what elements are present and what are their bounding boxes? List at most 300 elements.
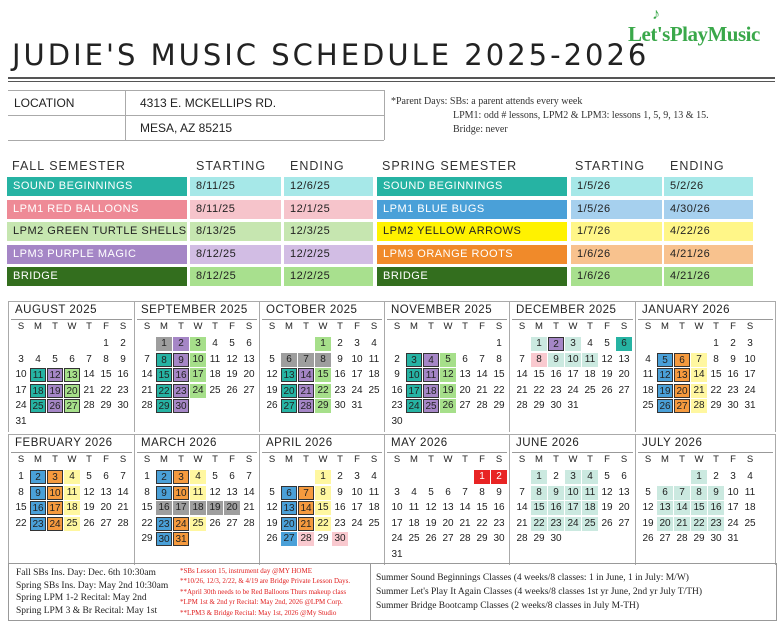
calendar-day: 1 (315, 470, 331, 484)
calendar-day: 11 (368, 353, 380, 365)
calendar-day: 3 (18, 353, 24, 365)
footer-divider (370, 563, 371, 621)
weekday-label: S (644, 454, 652, 465)
calendar-day: 18 (584, 369, 596, 380)
calendar-day: 26 (266, 400, 278, 411)
weekday-label: W (443, 321, 453, 332)
calendar-day: 25 (30, 399, 46, 413)
calendar-day: 28 (459, 533, 471, 544)
weekday-label: S (245, 321, 253, 332)
spring-class-name: SOUND BEGINNINGS (377, 177, 567, 196)
calendar-day: 28 (676, 533, 688, 544)
calendar-day: 22 (476, 517, 488, 529)
fall-end-date: 12/2/25 (284, 245, 373, 264)
calendar-day: 13 (281, 368, 297, 382)
calendar-day: 18 (423, 384, 439, 398)
spring-end-date: 5/2/26 (664, 177, 753, 196)
month-name: OCTOBER 2025 (266, 304, 358, 316)
calendar-day: 29 (533, 533, 545, 544)
weekday-label: F (354, 454, 360, 465)
calendar-day: 7 (519, 486, 525, 498)
calendar-day: 5 (229, 338, 235, 349)
month-name: DECEMBER 2025 (516, 304, 617, 316)
calendar-day: 30 (710, 533, 722, 544)
calendar-day: 20 (618, 369, 630, 380)
calendar-day: 4 (423, 353, 439, 367)
calendar-day: 27 (281, 532, 297, 546)
calendar-day: 15 (315, 501, 331, 515)
calendar-day: 21 (476, 384, 488, 396)
calendar-day: 18 (408, 517, 420, 529)
calendar-day: 21 (83, 384, 95, 396)
calendar-day: 19 (266, 517, 278, 529)
calendar-day: 24 (173, 517, 189, 531)
calendar-day: 17 (727, 502, 739, 513)
calendar-day: 10 (744, 353, 756, 365)
weekday-label: S (495, 454, 503, 465)
calendar-day: 12 (440, 368, 456, 382)
calendar-day: 13 (618, 353, 630, 365)
fall-class-name: LPM1 RED BALLOONS (7, 200, 187, 219)
summer-bridge: Summer Bridge Bootcamp Classes (2 weeks/8 classes in July M-TH) (376, 601, 640, 611)
calendar-day: 18 (209, 369, 221, 380)
calendar-day: 16 (173, 368, 189, 382)
month-july-2026 (635, 434, 776, 565)
calendar-day: 22 (315, 384, 331, 398)
weekday-label: T (713, 454, 719, 465)
weekday-label: W (568, 321, 578, 332)
calendar-day: 19 (83, 502, 95, 513)
weekday-label: T (212, 321, 218, 332)
calendar-day: 21 (141, 384, 153, 396)
weekday-label: W (694, 454, 704, 465)
calendar-day: 3 (354, 338, 360, 349)
calendar-day: 25 (209, 384, 221, 396)
calendar-day: 19 (440, 384, 456, 398)
calendar-day: 31 (391, 548, 403, 560)
calendar-day: 28 (298, 399, 314, 413)
spring-end-date: 4/22/26 (664, 222, 753, 241)
calendar-day: 12 (209, 486, 221, 498)
calendar-day: 17 (351, 369, 363, 380)
calendar-day: 15 (691, 501, 707, 515)
calendar-day: 26 (657, 399, 673, 413)
calendar-day: 24 (391, 533, 403, 544)
fall-end-date: 12/2/25 (284, 267, 373, 286)
calendar-day: 10 (727, 486, 739, 498)
calendar-day: 7 (120, 471, 126, 482)
calendar-day: 24 (47, 517, 63, 531)
calendar-day: 21 (691, 384, 707, 398)
weekday-label: S (17, 321, 25, 332)
calendar-day: 15 (15, 502, 27, 513)
month-name: JANUARY 2026 (642, 304, 731, 316)
calendar-day: 8 (18, 486, 24, 498)
calendar-day: 21 (459, 517, 471, 529)
calendar-day: 25 (64, 517, 80, 531)
weekday-label: W (318, 321, 328, 332)
calendar-day: 1 (18, 471, 24, 482)
calendar-day: 3 (173, 470, 189, 484)
calendar-day: 6 (229, 471, 235, 482)
calendar-day: 16 (156, 501, 172, 515)
footer-note-1: *SBs Lesson 15, instrument day @MY HOME (180, 567, 312, 575)
calendar-day: 31 (15, 415, 27, 427)
calendar-day: 28 (516, 400, 528, 411)
calendar-day: 26 (83, 517, 95, 529)
calendar-day: 6 (657, 486, 673, 500)
calendar-day: 2 (553, 471, 559, 482)
calendar-day: 17 (190, 368, 206, 382)
footer-left-4: Spring LPM 3 & Br Recital: May 1st (16, 605, 158, 616)
calendar-day: 28 (141, 400, 153, 411)
calendar-day: 11 (582, 486, 598, 500)
calendar-day: 14 (459, 502, 471, 513)
calendar-day: 3 (354, 471, 360, 482)
weekday-label: T (679, 321, 685, 332)
calendar-day: 28 (691, 399, 707, 413)
calendar-day: 6 (69, 353, 75, 365)
weekday-label: T (86, 321, 92, 332)
calendar-day: 5 (52, 353, 58, 365)
calendar-day: 14 (691, 368, 707, 382)
music-note-icon: ♪ (652, 6, 660, 23)
calendar-day: 28 (83, 400, 95, 411)
calendar-day: 7 (674, 486, 690, 500)
calendar-day: 13 (226, 486, 238, 498)
calendar-day: 8 (713, 353, 719, 365)
calendar-day: 17 (565, 501, 581, 515)
calendar-day: 27 (100, 517, 112, 529)
calendar-day: 1 (713, 338, 719, 349)
calendar-day: 29 (693, 533, 705, 544)
spring-start-date: 1/5/26 (571, 177, 662, 196)
calendar-day: 13 (281, 501, 297, 515)
calendar-day: 23 (30, 517, 46, 531)
calendar-day: 4 (645, 353, 651, 365)
calendar-day: 7 (144, 353, 150, 365)
month-march-2026 (134, 434, 260, 565)
calendar-day: 19 (601, 369, 613, 380)
calendar-day: 16 (334, 502, 346, 513)
calendar-day: 5 (86, 471, 92, 482)
calendar-day: 14 (476, 369, 488, 380)
calendar-day: 18 (30, 384, 46, 398)
weekday-label: F (479, 454, 485, 465)
summer-lpia: Summer Let's Play It Again Classes (4 weeks/8 classes 1st yr June, 2nd yr July T/TH) (376, 587, 703, 597)
weekday-label: M (410, 454, 418, 465)
logo-text: Let'sPlayMusic (628, 22, 760, 46)
month-name: MAY 2026 (391, 437, 448, 449)
calendar-day: 20 (243, 369, 255, 380)
calendar-day: 18 (744, 502, 756, 513)
fall-class-name: LPM3 PURPLE MAGIC (7, 245, 187, 264)
month-name: JULY 2026 (642, 437, 703, 449)
calendar-day: 4 (747, 471, 753, 482)
spring-class-name: BRIDGE (377, 267, 567, 286)
calendar-day: 2 (548, 337, 564, 351)
month-april-2026 (259, 434, 385, 565)
month-header-rule (512, 319, 633, 320)
month-header-rule (638, 452, 773, 453)
parent-days-note (391, 95, 709, 137)
weekday-label: T (462, 454, 468, 465)
calendar-day: 26 (47, 399, 63, 413)
fall-class-name: SOUND BEGINNINGS (7, 177, 187, 196)
calendar-day: 16 (391, 384, 403, 396)
calendar-day: 30 (391, 415, 403, 427)
calendar-day: 30 (173, 399, 189, 413)
footer-left (16, 567, 168, 617)
fall-start-header: STARTING (196, 159, 267, 173)
weekday-label: T (303, 454, 309, 465)
calendar-day: 21 (674, 517, 690, 531)
calendar-day: 9 (708, 486, 724, 500)
calendar-day: 20 (674, 384, 690, 398)
calendar-day: 7 (298, 353, 314, 367)
calendar-day: 7 (479, 353, 485, 365)
weekday-label: F (730, 454, 736, 465)
calendar-day: 24 (744, 384, 756, 396)
spring-class-name: LPM1 BLUE BUGS (377, 200, 567, 219)
calendar-day: 11 (744, 486, 756, 498)
fall-end-date: 12/3/25 (284, 222, 373, 241)
spring-header: SPRING SEMESTER (382, 159, 518, 173)
weekday-label: S (393, 454, 401, 465)
weekday-label: F (730, 321, 736, 332)
month-name: FEBRUARY 2026 (15, 437, 113, 449)
calendar-day: 3 (565, 470, 581, 484)
weekday-label: W (193, 321, 203, 332)
calendar-day: 20 (618, 502, 630, 513)
calendar-day: 25 (423, 399, 439, 413)
footer-summer (376, 571, 702, 613)
calendar-day: 6 (674, 353, 690, 367)
calendar-day: 11 (190, 486, 206, 500)
weekday-label: T (428, 454, 434, 465)
calendar-day: 24 (351, 517, 363, 529)
summer-sb: Summer Sound Beginnings Classes (4 weeks/8 classes: 1 in June, 1 in July: M/W) (376, 573, 689, 583)
calendar-day: 14 (117, 486, 129, 498)
footer-left-1: Fall SBs Ins. Day: Dec. 6th 10:30am (16, 568, 156, 578)
calendar-day: 30 (117, 400, 129, 411)
calendar-day: 25 (642, 400, 654, 411)
calendar-day: 1 (474, 470, 490, 484)
spring-start-date: 1/6/26 (571, 245, 662, 264)
month-header-rule (262, 319, 382, 320)
calendar-day: 7 (86, 353, 92, 365)
spring-start-date: 1/5/26 (571, 200, 662, 219)
weekday-label: F (103, 321, 109, 332)
calendar-day: 10 (351, 353, 363, 365)
calendar-day: 7 (298, 486, 314, 500)
calendar-day: 3 (394, 486, 400, 498)
month-header-rule (11, 452, 132, 453)
weekday-label: F (604, 454, 610, 465)
calendar-day: 15 (156, 368, 172, 382)
calendar-day: 4 (212, 338, 218, 349)
calendar-day: 25 (744, 517, 756, 529)
month-october-2025 (259, 301, 385, 432)
weekday-label: S (119, 321, 127, 332)
calendar-day: 10 (190, 353, 206, 367)
calendar-day: 8 (144, 486, 150, 498)
calendar-day: 22 (493, 384, 505, 396)
calendar-day: 5 (657, 353, 673, 367)
weekday-label: M (661, 454, 669, 465)
calendar-day: 13 (100, 486, 112, 498)
calendar-day: 15 (710, 369, 722, 380)
calendar-day: 2 (337, 471, 343, 482)
calendar-day: 23 (493, 517, 505, 529)
calendar-day: 13 (459, 369, 471, 380)
spring-end-header: ENDING (670, 159, 725, 173)
calendar-day: 21 (117, 502, 129, 513)
fall-start-date: 8/11/25 (190, 177, 281, 196)
calendar-day: 24 (567, 384, 579, 396)
calendar-day: 13 (657, 501, 673, 515)
calendar-day: 15 (100, 369, 112, 380)
weekday-label: W (318, 454, 328, 465)
location-box (8, 90, 384, 140)
calendar-day: 10 (565, 353, 581, 367)
calendar-day: 3 (730, 471, 736, 482)
calendar-day: 26 (601, 517, 613, 529)
location-line1: 4313 E. MCKELLIPS RD. (140, 96, 277, 110)
calendar-day: 27 (64, 399, 80, 413)
calendar-day: 5 (604, 338, 610, 349)
calendar-day: 14 (298, 368, 314, 382)
calendar-day: 12 (601, 486, 613, 498)
calendar-day: 10 (15, 369, 27, 380)
calendar-day: 30 (332, 532, 348, 546)
weekday-label: T (212, 454, 218, 465)
weekday-label: S (143, 321, 151, 332)
calendar-day: 30 (493, 533, 505, 544)
calendar-day: 10 (565, 486, 581, 500)
calendar-day: 7 (462, 486, 468, 498)
weekday-label: T (679, 454, 685, 465)
calendar-day: 18 (64, 501, 80, 515)
calendar-day: 15 (531, 501, 547, 515)
parent-days-line2: LPM1: odd # lessons, LPM2 & LPM3: lessons 1, 5, 9, 13 & 15. (453, 110, 709, 121)
calendar-day: 11 (423, 368, 439, 382)
calendar-day: 28 (243, 517, 255, 529)
calendar-day: 14 (516, 369, 528, 380)
calendar-day: 10 (391, 502, 403, 513)
weekday-label: S (143, 454, 151, 465)
weekday-label: S (393, 321, 401, 332)
weekday-label: M (285, 321, 293, 332)
calendar-day: 12 (83, 486, 95, 498)
calendar-day: 18 (368, 369, 380, 380)
calendar-day: 21 (516, 517, 528, 529)
weekday-label: T (86, 454, 92, 465)
calendar-day: 2 (156, 470, 172, 484)
calendar-day: 3 (47, 470, 63, 484)
fall-end-date: 12/6/25 (284, 177, 373, 196)
calendar-day: 10 (351, 486, 363, 498)
calendar-day: 20 (64, 384, 80, 398)
calendar-day: 23 (550, 384, 562, 396)
calendar-day: 10 (47, 486, 63, 500)
calendar-day: 22 (315, 517, 331, 531)
calendar-day: 22 (141, 517, 153, 529)
calendar-day: 4 (411, 486, 417, 498)
calendar-day: 30 (550, 400, 562, 411)
calendar-day: 6 (462, 353, 468, 365)
calendar-day: 29 (156, 399, 172, 413)
weekday-label: M (535, 454, 543, 465)
calendar-day: 23 (727, 384, 739, 396)
month-august-2025 (8, 301, 135, 432)
calendar-day: 3 (565, 337, 581, 351)
calendar-day: 12 (601, 353, 613, 365)
calendar-day: 4 (64, 470, 80, 484)
calendar-day: 29 (710, 400, 722, 411)
weekday-label: T (178, 454, 184, 465)
calendar-day: 25 (368, 384, 380, 396)
calendar-day: 26 (425, 533, 437, 544)
calendar-day: 16 (117, 369, 129, 380)
calendar-day: 2 (30, 470, 46, 484)
weekday-label: F (604, 321, 610, 332)
calendar-day: 11 (64, 486, 80, 500)
calendar-day: 2 (120, 338, 126, 349)
month-header-rule (387, 319, 507, 320)
month-september-2025 (134, 301, 260, 432)
calendar-day: 14 (674, 501, 690, 515)
spring-start-header: STARTING (575, 159, 646, 173)
calendar-day: 6 (616, 337, 632, 351)
month-february-2026 (8, 434, 135, 565)
month-header-rule (262, 452, 382, 453)
calendar-day: 26 (226, 384, 238, 396)
month-june-2026 (509, 434, 636, 565)
title-rule (8, 77, 775, 79)
footer-note-4: *LPM 1st & 2nd yr Recital: May 2nd, 2026 @LPM Corp. (180, 598, 343, 607)
calendar-day: 2 (173, 337, 189, 351)
calendar-day: 2 (713, 471, 719, 482)
calendar-day: 17 (15, 384, 27, 396)
calendar-day: 16 (727, 369, 739, 380)
calendar-day: 29 (100, 400, 112, 411)
weekday-label: S (746, 454, 754, 465)
calendar-day: 17 (47, 501, 63, 515)
weekday-label: W (67, 321, 77, 332)
spring-start-date: 1/7/26 (571, 222, 662, 241)
fall-end-header: ENDING (290, 159, 345, 173)
calendar-day: 15 (476, 502, 488, 513)
calendar-day: 5 (604, 471, 610, 482)
calendar-day: 27 (459, 400, 471, 411)
calendar-day: 9 (548, 353, 564, 367)
location-row-1 (8, 90, 384, 115)
weekday-label: S (268, 321, 276, 332)
calendar-day: 26 (209, 517, 221, 529)
calendar-day: 4 (587, 338, 593, 349)
calendar-day: 19 (266, 384, 278, 396)
weekday-label: F (229, 454, 235, 465)
calendar-day: 9 (548, 486, 564, 500)
calendar-day: 14 (141, 369, 153, 380)
weekday-label: T (553, 321, 559, 332)
calendar-day: 15 (533, 369, 545, 380)
calendar-day: 14 (298, 501, 314, 515)
calendar-day: 16 (30, 501, 46, 515)
calendar-day: 8 (531, 353, 547, 367)
calendar-day: 8 (479, 486, 485, 498)
